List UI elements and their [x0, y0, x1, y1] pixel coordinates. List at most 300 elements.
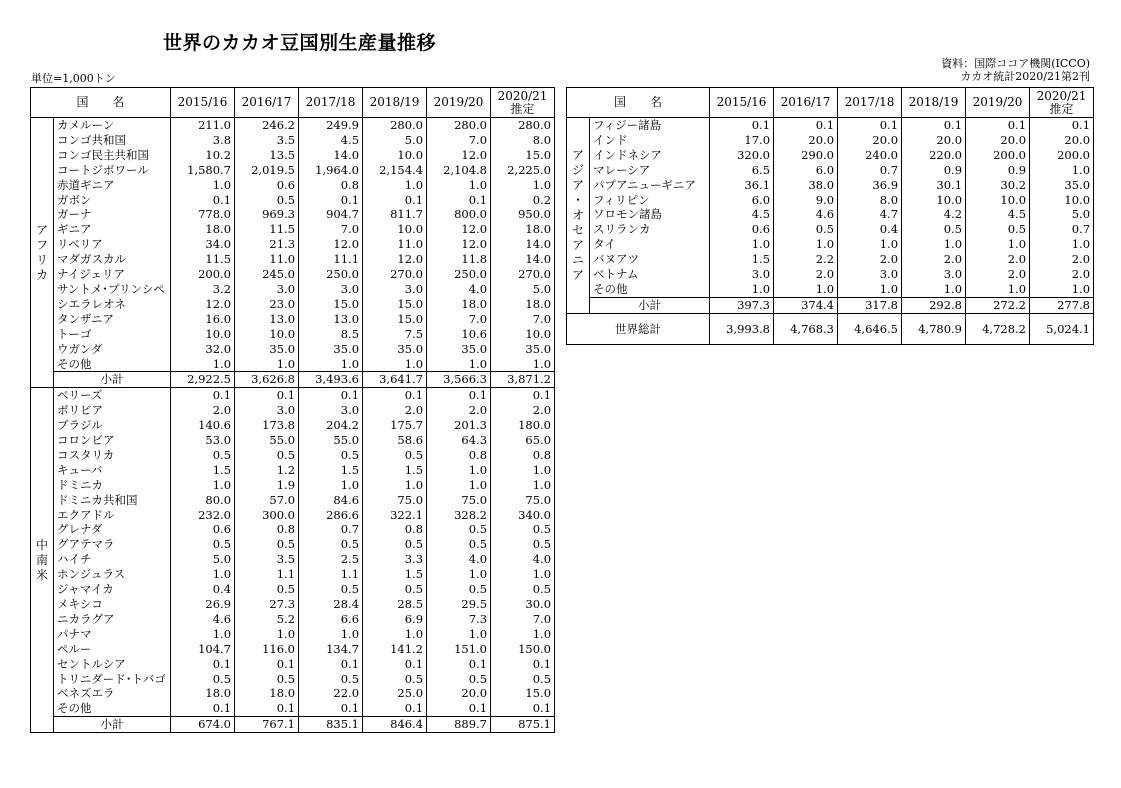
- value-cell: 0.1: [363, 701, 427, 716]
- country-name: 赤道ギニア: [54, 178, 171, 193]
- country-name: キューバ: [54, 463, 171, 478]
- value-cell: 20.0: [902, 133, 966, 148]
- value-cell: 1.0: [491, 357, 555, 372]
- value-cell: 0.1: [427, 657, 491, 672]
- value-cell: 1.0: [171, 357, 235, 372]
- value-cell: 6.9: [363, 612, 427, 627]
- table-row: [31, 508, 555, 523]
- value-cell: 778.0: [171, 207, 235, 222]
- value-cell: 18.0: [491, 297, 555, 312]
- value-cell: 1.1: [299, 567, 363, 582]
- subtotal-value: 3,626.8: [235, 372, 299, 388]
- value-cell: 9.0: [774, 193, 838, 208]
- year-header: 2018/19: [363, 88, 427, 118]
- value-cell: 0.1: [299, 701, 363, 716]
- value-cell: 34.0: [171, 237, 235, 252]
- country-name: ドミニカ: [54, 478, 171, 493]
- value-cell: 969.3: [235, 207, 299, 222]
- value-cell: 1.2: [235, 463, 299, 478]
- subtotal-value: 835.1: [299, 717, 363, 733]
- year-header-estimate: [1030, 88, 1094, 118]
- table-row: [31, 133, 555, 148]
- subtotal-value: 846.4: [363, 717, 427, 733]
- region-label-africa: [31, 118, 54, 388]
- value-cell: 14.0: [491, 237, 555, 252]
- subtotal-value: 292.8: [902, 297, 966, 313]
- value-cell: 204.2: [299, 418, 363, 433]
- value-cell: 1.0: [491, 567, 555, 582]
- table-row: [31, 148, 555, 163]
- value-cell: 2.0: [427, 403, 491, 418]
- value-cell: 3.5: [235, 133, 299, 148]
- table-row: [31, 522, 555, 537]
- value-cell: 249.9: [299, 118, 363, 133]
- region-label-char: オ: [571, 207, 584, 222]
- value-cell: 0.1: [363, 193, 427, 208]
- value-cell: 328.2: [427, 508, 491, 523]
- value-cell: 1.1: [235, 567, 299, 582]
- country-name: スリランカ: [590, 222, 710, 237]
- value-cell: 30.0: [491, 597, 555, 612]
- value-cell: 1.0: [710, 282, 774, 297]
- country-name: ハイチ: [54, 552, 171, 567]
- value-cell: 1.0: [491, 178, 555, 193]
- value-cell: 28.5: [363, 597, 427, 612]
- country-name: コンゴ民主共和国: [54, 148, 171, 163]
- value-cell: 0.8: [491, 448, 555, 463]
- value-cell: 4.0: [427, 282, 491, 297]
- value-cell: 12.0: [363, 252, 427, 267]
- value-cell: 0.5: [491, 582, 555, 597]
- subtotal-value: 2,922.5: [171, 372, 235, 388]
- country-name: ガボン: [54, 193, 171, 208]
- value-cell: 10.0: [491, 327, 555, 342]
- value-cell: 1.0: [299, 627, 363, 642]
- value-cell: 18.0: [171, 686, 235, 701]
- region-label-char: フ: [35, 237, 48, 252]
- value-cell: 0.1: [299, 193, 363, 208]
- value-cell: 0.5: [299, 582, 363, 597]
- table-row: [31, 403, 555, 418]
- value-cell: 1.0: [1030, 237, 1094, 252]
- table-row: [31, 582, 555, 597]
- value-cell: 16.0: [171, 312, 235, 327]
- value-cell: 1.0: [363, 357, 427, 372]
- value-cell: 0.1: [235, 388, 299, 403]
- table-row: [31, 701, 555, 716]
- value-cell: 55.0: [299, 433, 363, 448]
- table-row: [31, 463, 555, 478]
- year-header: 2015/16: [171, 88, 235, 118]
- table-row: [31, 163, 555, 178]
- region-label-char: ア: [571, 267, 584, 282]
- value-cell: 15.0: [363, 312, 427, 327]
- value-cell: 200.0: [1030, 148, 1094, 163]
- country-header: 国 名: [567, 88, 710, 118]
- world-total-value: 4,646.5: [838, 313, 902, 344]
- value-cell: 10.0: [363, 148, 427, 163]
- value-cell: 2,154.4: [363, 163, 427, 178]
- value-cell: 2,104.8: [427, 163, 491, 178]
- value-cell: 0.1: [171, 388, 235, 403]
- world-total-row: [567, 313, 1094, 344]
- value-cell: 5.2: [235, 612, 299, 627]
- year-header: 2016/17: [774, 88, 838, 118]
- table-row: [31, 657, 555, 672]
- source-note: [941, 57, 1090, 83]
- value-cell: 5.0: [363, 133, 427, 148]
- value-cell: 10.6: [427, 327, 491, 342]
- year-header-estimate: [491, 88, 555, 118]
- value-cell: 0.1: [427, 193, 491, 208]
- value-cell: 15.0: [299, 297, 363, 312]
- source-line-2: カカオ統計2020/21第2刊: [960, 70, 1090, 83]
- region-label-latin_america: [31, 388, 54, 733]
- country-name: ニカラグア: [54, 612, 171, 627]
- value-cell: 3.0: [235, 403, 299, 418]
- value-cell: 320.0: [710, 148, 774, 163]
- value-cell: 0.5: [774, 222, 838, 237]
- table-row: [567, 267, 1094, 282]
- value-cell: 35.0: [1030, 178, 1094, 193]
- value-cell: 36.9: [838, 178, 902, 193]
- value-cell: 1.0: [774, 237, 838, 252]
- value-cell: 4.0: [427, 552, 491, 567]
- table-row: [31, 282, 555, 297]
- value-cell: 10.0: [235, 327, 299, 342]
- value-cell: 1.5: [299, 463, 363, 478]
- value-cell: 0.1: [491, 388, 555, 403]
- value-cell: 0.5: [491, 537, 555, 552]
- value-cell: 280.0: [491, 118, 555, 133]
- value-cell: 286.6: [299, 508, 363, 523]
- value-cell: 18.0: [235, 686, 299, 701]
- value-cell: 3.3: [363, 552, 427, 567]
- value-cell: 0.5: [299, 672, 363, 687]
- country-name: タイ: [590, 237, 710, 252]
- table-row: [31, 357, 555, 372]
- value-cell: 200.0: [966, 148, 1030, 163]
- value-cell: 3.0: [838, 267, 902, 282]
- value-cell: 280.0: [363, 118, 427, 133]
- country-name: ブラジル: [54, 418, 171, 433]
- value-cell: 250.0: [427, 267, 491, 282]
- value-cell: 1.0: [235, 627, 299, 642]
- table-row: [31, 597, 555, 612]
- table-row: [567, 148, 1094, 163]
- subtotal-row: [567, 297, 1094, 313]
- table-row: [31, 612, 555, 627]
- value-cell: 140.6: [171, 418, 235, 433]
- value-cell: 38.0: [774, 178, 838, 193]
- value-cell: 0.5: [171, 537, 235, 552]
- table-row: [567, 118, 1094, 133]
- value-cell: 0.5: [235, 537, 299, 552]
- value-cell: 6.6: [299, 612, 363, 627]
- country-name: バヌアツ: [590, 252, 710, 267]
- country-name: ホンジュラス: [54, 567, 171, 582]
- value-cell: 1.0: [427, 463, 491, 478]
- value-cell: 2.0: [491, 403, 555, 418]
- world-total-value: 4,780.9: [902, 313, 966, 344]
- value-cell: 322.1: [363, 508, 427, 523]
- value-cell: 12.0: [427, 148, 491, 163]
- year-header: 2019/20: [427, 88, 491, 118]
- country-name: その他: [590, 282, 710, 297]
- source-line-1: 資料：国際ココア機関(ICCO): [941, 57, 1090, 70]
- value-cell: 1,964.0: [299, 163, 363, 178]
- table-row: [31, 627, 555, 642]
- value-cell: 3.5: [235, 552, 299, 567]
- value-cell: 2.2: [774, 252, 838, 267]
- value-cell: 11.0: [235, 252, 299, 267]
- table-row: [31, 686, 555, 701]
- value-cell: 2.0: [902, 252, 966, 267]
- estimate-label: 推定: [510, 101, 535, 116]
- subtotal-value: 3,493.6: [299, 372, 363, 388]
- value-cell: 2.0: [774, 267, 838, 282]
- value-cell: 0.6: [171, 522, 235, 537]
- value-cell: 2.5: [299, 552, 363, 567]
- value-cell: 280.0: [427, 118, 491, 133]
- subtotal-label: 小計: [54, 717, 171, 733]
- value-cell: 3.8: [171, 133, 235, 148]
- value-cell: 0.5: [427, 582, 491, 597]
- value-cell: 35.0: [427, 342, 491, 357]
- value-cell: 14.0: [491, 252, 555, 267]
- table-row: [31, 252, 555, 267]
- region-label-char: ニ: [571, 252, 584, 267]
- value-cell: 7.0: [427, 133, 491, 148]
- value-cell: 53.0: [171, 433, 235, 448]
- value-cell: 10.0: [363, 222, 427, 237]
- subtotal-value: 3,871.2: [491, 372, 555, 388]
- value-cell: 1,580.7: [171, 163, 235, 178]
- value-cell: 0.5: [491, 672, 555, 687]
- left-production-table: [30, 87, 555, 733]
- value-cell: 104.7: [171, 642, 235, 657]
- value-cell: 0.5: [363, 448, 427, 463]
- value-cell: 1.0: [363, 178, 427, 193]
- country-name: ソロモン諸島: [590, 207, 710, 222]
- subtotal-label: 小計: [54, 372, 171, 388]
- table-row: [31, 207, 555, 222]
- value-cell: 2.0: [363, 403, 427, 418]
- country-name: リベリア: [54, 237, 171, 252]
- value-cell: 3.0: [363, 282, 427, 297]
- region-label-char: ア: [571, 237, 584, 252]
- country-name: トーゴ: [54, 327, 171, 342]
- table-row: [31, 297, 555, 312]
- value-cell: 25.0: [363, 686, 427, 701]
- subtotal-row: [31, 717, 555, 733]
- value-cell: 0.5: [966, 222, 1030, 237]
- table-row: [31, 478, 555, 493]
- value-cell: 1.0: [838, 282, 902, 297]
- year-header: 2017/18: [838, 88, 902, 118]
- value-cell: 64.3: [427, 433, 491, 448]
- year-header: 2016/17: [235, 88, 299, 118]
- value-cell: 20.0: [427, 686, 491, 701]
- country-name: メキシコ: [54, 597, 171, 612]
- value-cell: 0.5: [235, 582, 299, 597]
- value-cell: 21.3: [235, 237, 299, 252]
- table-row: [31, 342, 555, 357]
- value-cell: 0.1: [491, 657, 555, 672]
- value-cell: 28.4: [299, 597, 363, 612]
- value-cell: 4.6: [171, 612, 235, 627]
- value-cell: 0.1: [710, 118, 774, 133]
- value-cell: 1.0: [299, 357, 363, 372]
- year-header-last: 2020/21: [1036, 88, 1087, 103]
- world-total-label: 世界総計: [567, 313, 710, 344]
- world-total-value: 3,993.8: [710, 313, 774, 344]
- value-cell: 175.7: [363, 418, 427, 433]
- value-cell: 0.1: [1030, 118, 1094, 133]
- value-cell: 950.0: [491, 207, 555, 222]
- value-cell: 10.2: [171, 148, 235, 163]
- value-cell: 150.0: [491, 642, 555, 657]
- value-cell: 800.0: [427, 207, 491, 222]
- value-cell: 0.4: [838, 222, 902, 237]
- region-label-char: ア: [571, 177, 584, 192]
- region-label-char: ジ: [571, 162, 584, 177]
- subtotal-value: 875.1: [491, 717, 555, 733]
- value-cell: 32.0: [171, 342, 235, 357]
- table-row: [31, 267, 555, 282]
- value-cell: 2.0: [838, 252, 902, 267]
- value-cell: 1.0: [491, 478, 555, 493]
- value-cell: 5.0: [1030, 207, 1094, 222]
- value-cell: 1.0: [171, 478, 235, 493]
- value-cell: 1.0: [710, 237, 774, 252]
- value-cell: 3.2: [171, 282, 235, 297]
- value-cell: 29.5: [427, 597, 491, 612]
- value-cell: 300.0: [235, 508, 299, 523]
- country-name: タンザニア: [54, 312, 171, 327]
- world-total-value: 5,024.1: [1030, 313, 1094, 344]
- year-header: 2015/16: [710, 88, 774, 118]
- value-cell: 1.0: [774, 282, 838, 297]
- world-total-value: 4,768.3: [774, 313, 838, 344]
- value-cell: 1.5: [363, 567, 427, 582]
- value-cell: 12.0: [171, 297, 235, 312]
- value-cell: 0.1: [427, 701, 491, 716]
- table-row: [31, 537, 555, 552]
- value-cell: 75.0: [491, 493, 555, 508]
- value-cell: 11.0: [363, 237, 427, 252]
- table-row: [567, 193, 1094, 208]
- value-cell: 0.2: [491, 193, 555, 208]
- value-cell: 11.1: [299, 252, 363, 267]
- country-name: インド: [590, 133, 710, 148]
- value-cell: 0.5: [363, 537, 427, 552]
- value-cell: 35.0: [235, 342, 299, 357]
- value-cell: 0.1: [427, 388, 491, 403]
- country-name: フィリピン: [590, 193, 710, 208]
- value-cell: 0.5: [363, 672, 427, 687]
- unit-note: 単位=1,000トン: [31, 72, 116, 85]
- country-name: シエラレオネ: [54, 297, 171, 312]
- country-header: 国 名: [31, 88, 171, 118]
- value-cell: 18.0: [427, 297, 491, 312]
- value-cell: 12.0: [427, 237, 491, 252]
- value-cell: 3.0: [299, 403, 363, 418]
- country-name: グレナダ: [54, 522, 171, 537]
- region-label-char: 南: [35, 552, 48, 567]
- value-cell: 0.5: [299, 448, 363, 463]
- country-name: ギニア: [54, 222, 171, 237]
- year-header-last: 2020/21: [497, 88, 548, 103]
- table-row: [31, 433, 555, 448]
- region-label-char: 米: [35, 567, 48, 582]
- value-cell: 7.0: [491, 312, 555, 327]
- subtotal-value: 3,641.7: [363, 372, 427, 388]
- value-cell: 290.0: [774, 148, 838, 163]
- value-cell: 35.0: [299, 342, 363, 357]
- value-cell: 340.0: [491, 508, 555, 523]
- country-name: ペルー: [54, 642, 171, 657]
- region-label-char: ア: [571, 147, 584, 162]
- value-cell: 1.0: [491, 463, 555, 478]
- value-cell: 0.8: [235, 522, 299, 537]
- country-name: セントルシア: [54, 657, 171, 672]
- value-cell: 5.0: [491, 282, 555, 297]
- value-cell: 17.0: [710, 133, 774, 148]
- value-cell: 58.6: [363, 433, 427, 448]
- value-cell: 6.0: [710, 193, 774, 208]
- value-cell: 15.0: [363, 297, 427, 312]
- table-row: [31, 388, 555, 403]
- value-cell: 10.0: [1030, 193, 1094, 208]
- value-cell: 0.1: [235, 657, 299, 672]
- value-cell: 8.5: [299, 327, 363, 342]
- value-cell: 1.0: [427, 178, 491, 193]
- estimate-label: 推定: [1049, 101, 1074, 116]
- value-cell: 0.5: [235, 448, 299, 463]
- value-cell: 1.0: [171, 627, 235, 642]
- value-cell: 5.0: [171, 552, 235, 567]
- value-cell: 1.0: [491, 627, 555, 642]
- value-cell: 116.0: [235, 642, 299, 657]
- table-header-row: [31, 88, 555, 118]
- value-cell: 75.0: [427, 493, 491, 508]
- value-cell: 10.0: [902, 193, 966, 208]
- value-cell: 35.0: [363, 342, 427, 357]
- country-name: サントメ･プリンシペ: [54, 282, 171, 297]
- value-cell: 0.1: [491, 701, 555, 716]
- value-cell: 200.0: [171, 267, 235, 282]
- value-cell: 134.7: [299, 642, 363, 657]
- value-cell: 0.9: [902, 163, 966, 178]
- value-cell: 10.0: [966, 193, 1030, 208]
- value-cell: 1.0: [966, 237, 1030, 252]
- table-row: [31, 178, 555, 193]
- value-cell: 270.0: [363, 267, 427, 282]
- table-row: [567, 282, 1094, 297]
- value-cell: 811.7: [363, 207, 427, 222]
- country-name: ウガンダ: [54, 342, 171, 357]
- value-cell: 0.5: [299, 537, 363, 552]
- value-cell: 4.2: [902, 207, 966, 222]
- region-label-char: ・: [571, 192, 584, 207]
- country-name: トリニダード･トバゴ: [54, 672, 171, 687]
- value-cell: 4.7: [838, 207, 902, 222]
- value-cell: 1.5: [710, 252, 774, 267]
- value-cell: 80.0: [171, 493, 235, 508]
- value-cell: 0.1: [299, 388, 363, 403]
- subtotal-label: 小計: [590, 297, 710, 313]
